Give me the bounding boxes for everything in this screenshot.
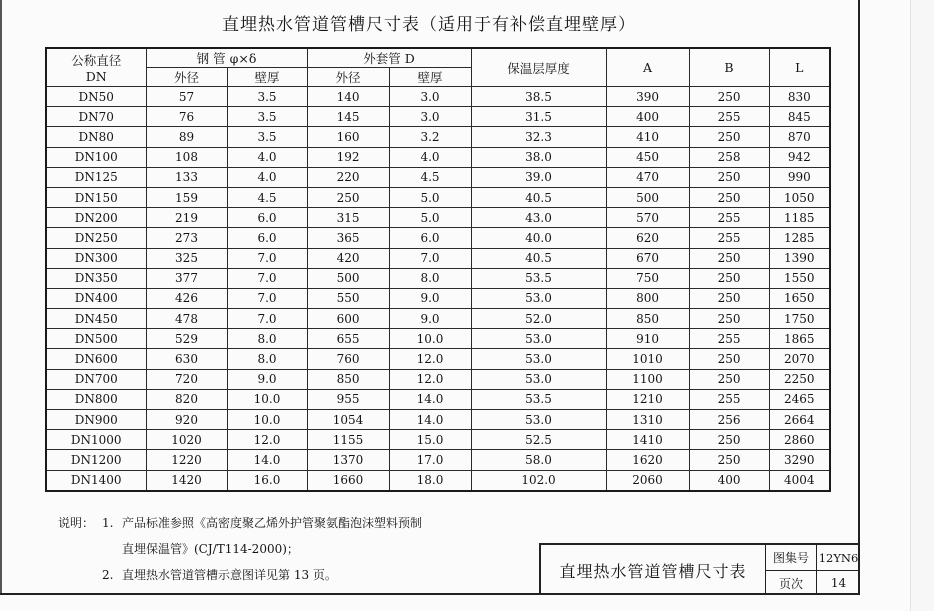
cell-insulation: 40.5: [471, 248, 606, 268]
cell-casing-od: 420: [307, 248, 389, 268]
cell-a: 1620: [606, 450, 689, 470]
cell-dn: DN125: [46, 167, 146, 187]
header-steel-wall: 壁厚: [227, 68, 307, 87]
header-casing-pipe: 外套管 D: [307, 48, 471, 68]
cell-b: 250: [689, 349, 769, 369]
cell-casing-od: 140: [307, 87, 389, 107]
cell-casing-wall: 10.0: [389, 329, 471, 349]
cell-l: 2465: [769, 389, 830, 409]
note-2-number: 2.: [102, 568, 114, 582]
cell-casing-od: 160: [307, 127, 389, 147]
cell-steel-od: 273: [146, 228, 227, 248]
note-1: [58, 510, 422, 536]
cell-dn: DN450: [46, 309, 146, 329]
cell-steel-od: 426: [146, 288, 227, 308]
cell-casing-wall: 6.0: [389, 228, 471, 248]
cell-l: 3290: [769, 450, 830, 470]
header-a: A: [606, 48, 689, 87]
cell-dn: DN900: [46, 410, 146, 430]
cell-insulation: 53.0: [471, 329, 606, 349]
cell-b: 250: [689, 430, 769, 450]
cell-dn: DN150: [46, 187, 146, 207]
cell-insulation: 31.5: [471, 107, 606, 127]
cell-steel-od: 630: [146, 349, 227, 369]
cell-steel-wall: 10.0: [227, 389, 307, 409]
cell-steel-wall: 6.0: [227, 208, 307, 228]
table-row: [46, 470, 830, 491]
page-number-value: 14: [830, 576, 847, 590]
cell-casing-od: 655: [307, 329, 389, 349]
cell-dn: DN50: [46, 87, 146, 107]
cell-dn: DN1200: [46, 450, 146, 470]
cell-casing-od: 1155: [307, 430, 389, 450]
table-row: [46, 349, 830, 369]
cell-casing-wall: 14.0: [389, 389, 471, 409]
cell-dn: DN200: [46, 208, 146, 228]
cell-casing-od: 955: [307, 389, 389, 409]
table-row: [46, 127, 830, 147]
cell-steel-wall: 7.0: [227, 288, 307, 308]
cell-steel-wall: 3.5: [227, 107, 307, 127]
cell-insulation: 32.3: [471, 127, 606, 147]
cell-steel-wall: 7.0: [227, 268, 307, 288]
cell-l: 942: [769, 147, 830, 167]
cell-insulation: 53.0: [471, 349, 606, 369]
header-steel-pipe: 钢 管 φ×δ: [146, 48, 307, 68]
title-block-drawing-title: 直埋热水管道管槽尺寸表: [541, 545, 766, 595]
cell-l: 2070: [769, 349, 830, 369]
cell-l: 2860: [769, 430, 830, 450]
cell-dn: DN70: [46, 107, 146, 127]
cell-l: 1050: [769, 187, 830, 207]
note-1-text-line1: 产品标准参照《高密度聚乙烯外护管聚氨酯泡沫塑料预制: [122, 516, 423, 530]
cell-dn: DN700: [46, 369, 146, 389]
cell-steel-wall: 4.0: [227, 167, 307, 187]
cell-casing-wall: 17.0: [389, 450, 471, 470]
cell-insulation: 53.0: [471, 369, 606, 389]
cell-a: 390: [606, 87, 689, 107]
note-1-text-line2: 直埋保温管》(CJ/T114-2000)；: [122, 542, 299, 556]
atlas-number-value: 12YN6: [817, 545, 860, 571]
cell-casing-wall: 4.0: [389, 147, 471, 167]
cell-casing-od: 192: [307, 147, 389, 167]
cell-l: 830: [769, 87, 830, 107]
cell-casing-od: 850: [307, 369, 389, 389]
cell-dn: DN1000: [46, 430, 146, 450]
cell-steel-wall: 14.0: [227, 450, 307, 470]
title-block: [539, 543, 860, 595]
cell-a: 450: [606, 147, 689, 167]
cell-b: 256: [689, 410, 769, 430]
cell-a: 410: [606, 127, 689, 147]
header-b: B: [689, 48, 769, 87]
cell-steel-od: 1220: [146, 450, 227, 470]
cell-l: 1550: [769, 268, 830, 288]
table-row: [46, 248, 830, 268]
cell-steel-od: 133: [146, 167, 227, 187]
cell-casing-wall: 3.0: [389, 87, 471, 107]
cell-dn: DN800: [46, 389, 146, 409]
cell-insulation: 38.0: [471, 147, 606, 167]
cell-casing-wall: 15.0: [389, 430, 471, 450]
page-number-label: 页次: [766, 571, 817, 595]
notes: [58, 510, 422, 588]
dimension-table: [45, 47, 831, 492]
table-row: [46, 268, 830, 288]
cell-l: 1865: [769, 329, 830, 349]
cell-insulation: 53.5: [471, 268, 606, 288]
table-row: [46, 329, 830, 349]
cell-casing-wall: 5.0: [389, 208, 471, 228]
cell-a: 1010: [606, 349, 689, 369]
header-dn-line2: DN: [85, 69, 107, 84]
header-dn-line1: 公称直径: [71, 53, 122, 68]
cell-dn: DN250: [46, 228, 146, 248]
cell-casing-od: 365: [307, 228, 389, 248]
cell-steel-wall: 10.0: [227, 410, 307, 430]
cell-dn: DN100: [46, 147, 146, 167]
cell-b: 250: [689, 288, 769, 308]
cell-dn: DN500: [46, 329, 146, 349]
viewer-margin: [910, 0, 934, 611]
cell-casing-wall: 8.0: [389, 268, 471, 288]
cell-steel-wall: 3.5: [227, 127, 307, 147]
cell-b: 250: [689, 187, 769, 207]
table-row: [46, 309, 830, 329]
cell-steel-od: 478: [146, 309, 227, 329]
header-insulation-thickness: 保温层厚度: [471, 48, 606, 87]
cell-a: 750: [606, 268, 689, 288]
table-row: [46, 430, 830, 450]
cell-insulation: 38.5: [471, 87, 606, 107]
cell-steel-wall: 7.0: [227, 248, 307, 268]
cell-b: 250: [689, 248, 769, 268]
cell-a: 1100: [606, 369, 689, 389]
cell-dn: DN1400: [46, 470, 146, 491]
cell-steel-od: 920: [146, 410, 227, 430]
cell-b: 255: [689, 107, 769, 127]
cell-insulation: 52.5: [471, 430, 606, 450]
cell-steel-od: 1020: [146, 430, 227, 450]
cell-insulation: 58.0: [471, 450, 606, 470]
table-row: [46, 450, 830, 470]
cell-casing-wall: 12.0: [389, 349, 471, 369]
cell-dn: DN350: [46, 268, 146, 288]
cell-steel-wall: 4.0: [227, 147, 307, 167]
cell-steel-wall: 9.0: [227, 369, 307, 389]
cell-insulation: 102.0: [471, 470, 606, 491]
cell-steel-od: 57: [146, 87, 227, 107]
cell-steel-od: 219: [146, 208, 227, 228]
cell-steel-od: 325: [146, 248, 227, 268]
table-row: [46, 208, 830, 228]
cell-l: 2664: [769, 410, 830, 430]
table-row: [46, 410, 830, 430]
cell-steel-od: 377: [146, 268, 227, 288]
cell-casing-od: 145: [307, 107, 389, 127]
cell-steel-wall: 8.0: [227, 329, 307, 349]
cell-casing-wall: 9.0: [389, 309, 471, 329]
cell-steel-od: 820: [146, 389, 227, 409]
cell-b: 250: [689, 268, 769, 288]
header-l: L: [769, 48, 830, 87]
cell-steel-wall: 8.0: [227, 349, 307, 369]
cell-steel-od: 89: [146, 127, 227, 147]
cell-insulation: 39.0: [471, 167, 606, 187]
cell-l: 1750: [769, 309, 830, 329]
cell-a: 670: [606, 248, 689, 268]
cell-casing-wall: 9.0: [389, 288, 471, 308]
cell-insulation: 53.0: [471, 410, 606, 430]
cell-l: 990: [769, 167, 830, 187]
cell-b: 400: [689, 470, 769, 491]
cell-steel-wall: 16.0: [227, 470, 307, 491]
page-title: 直埋热水管道管槽尺寸表（适用于有补偿直埋壁厚）: [222, 15, 636, 35]
cell-a: 400: [606, 107, 689, 127]
cell-b: 255: [689, 389, 769, 409]
cell-dn: DN300: [46, 248, 146, 268]
cell-steel-wall: 3.5: [227, 87, 307, 107]
cell-insulation: 53.5: [471, 389, 606, 409]
cell-b: 250: [689, 450, 769, 470]
table-row: [46, 389, 830, 409]
cell-casing-wall: 3.0: [389, 107, 471, 127]
cell-a: 500: [606, 187, 689, 207]
cell-casing-wall: 5.0: [389, 187, 471, 207]
table-row: [46, 107, 830, 127]
header-casing-wall: 壁厚: [389, 68, 471, 87]
note-1-number: 1.: [102, 516, 114, 530]
cell-l: 845: [769, 107, 830, 127]
table-body: [46, 87, 830, 491]
cell-insulation: 40.5: [471, 187, 606, 207]
atlas-number-label: 图集号: [766, 545, 817, 571]
notes-label: 说明：: [58, 516, 95, 530]
cell-steel-od: 1420: [146, 470, 227, 491]
cell-casing-od: 315: [307, 208, 389, 228]
cell-b: 250: [689, 87, 769, 107]
cell-casing-wall: 14.0: [389, 410, 471, 430]
cell-a: 1210: [606, 389, 689, 409]
note-1-continued: [58, 536, 422, 562]
table-row: [46, 228, 830, 248]
table-row: [46, 147, 830, 167]
table-row: [46, 167, 830, 187]
cell-a: 470: [606, 167, 689, 187]
cell-a: 620: [606, 228, 689, 248]
cell-casing-wall: 3.2: [389, 127, 471, 147]
cell-casing-od: 1054: [307, 410, 389, 430]
table-row: [46, 369, 830, 389]
cell-casing-od: 600: [307, 309, 389, 329]
cell-b: 250: [689, 309, 769, 329]
cell-l: 870: [769, 127, 830, 147]
cell-b: 250: [689, 127, 769, 147]
cell-casing-od: 1370: [307, 450, 389, 470]
cell-casing-od: 500: [307, 268, 389, 288]
header-casing-od: 外径: [307, 68, 389, 87]
frame-right-border: [858, 0, 860, 594]
note-2: [58, 562, 422, 588]
table-row: [46, 288, 830, 308]
cell-a: 1410: [606, 430, 689, 450]
cell-a: 800: [606, 288, 689, 308]
cell-a: 570: [606, 208, 689, 228]
cell-a: 850: [606, 309, 689, 329]
cell-b: 255: [689, 228, 769, 248]
cell-insulation: 52.0: [471, 309, 606, 329]
cell-casing-wall: 18.0: [389, 470, 471, 491]
cell-l: 1390: [769, 248, 830, 268]
cell-steel-wall: 7.0: [227, 309, 307, 329]
cell-casing-wall: 12.0: [389, 369, 471, 389]
cell-dn: DN600: [46, 349, 146, 369]
cell-steel-wall: 4.5: [227, 187, 307, 207]
header-nominal-diameter: [46, 48, 146, 87]
cell-insulation: 43.0: [471, 208, 606, 228]
cell-steel-wall: 6.0: [227, 228, 307, 248]
cell-b: 250: [689, 167, 769, 187]
cell-b: 255: [689, 208, 769, 228]
cell-casing-od: 550: [307, 288, 389, 308]
cell-a: 2060: [606, 470, 689, 491]
cell-casing-od: 220: [307, 167, 389, 187]
cell-l: 1650: [769, 288, 830, 308]
cell-steel-od: 159: [146, 187, 227, 207]
cell-casing-od: 760: [307, 349, 389, 369]
cell-dn: DN400: [46, 288, 146, 308]
frame-left-border: [0, 0, 2, 595]
cell-dn: DN80: [46, 127, 146, 147]
cell-a: 1310: [606, 410, 689, 430]
cell-casing-od: 1660: [307, 470, 389, 491]
cell-steel-wall: 12.0: [227, 430, 307, 450]
cell-insulation: 40.0: [471, 228, 606, 248]
cell-insulation: 53.0: [471, 288, 606, 308]
cell-l: 1185: [769, 208, 830, 228]
cell-steel-od: 720: [146, 369, 227, 389]
header-steel-od: 外径: [146, 68, 227, 87]
cell-casing-od: 250: [307, 187, 389, 207]
note-2-text: 直埋热水管道管槽示意图详见第 13 页。: [122, 568, 337, 582]
cell-b: 255: [689, 329, 769, 349]
cell-steel-od: 108: [146, 147, 227, 167]
cell-casing-wall: 7.0: [389, 248, 471, 268]
table-row: [46, 187, 830, 207]
cell-l: 4004: [769, 470, 830, 491]
cell-l: 1285: [769, 228, 830, 248]
cell-a: 910: [606, 329, 689, 349]
cell-b: 258: [689, 147, 769, 167]
table-row: [46, 87, 830, 107]
cell-l: 2250: [769, 369, 830, 389]
cell-steel-od: 529: [146, 329, 227, 349]
cell-casing-wall: 4.5: [389, 167, 471, 187]
cell-b: 250: [689, 369, 769, 389]
cell-steel-od: 76: [146, 107, 227, 127]
